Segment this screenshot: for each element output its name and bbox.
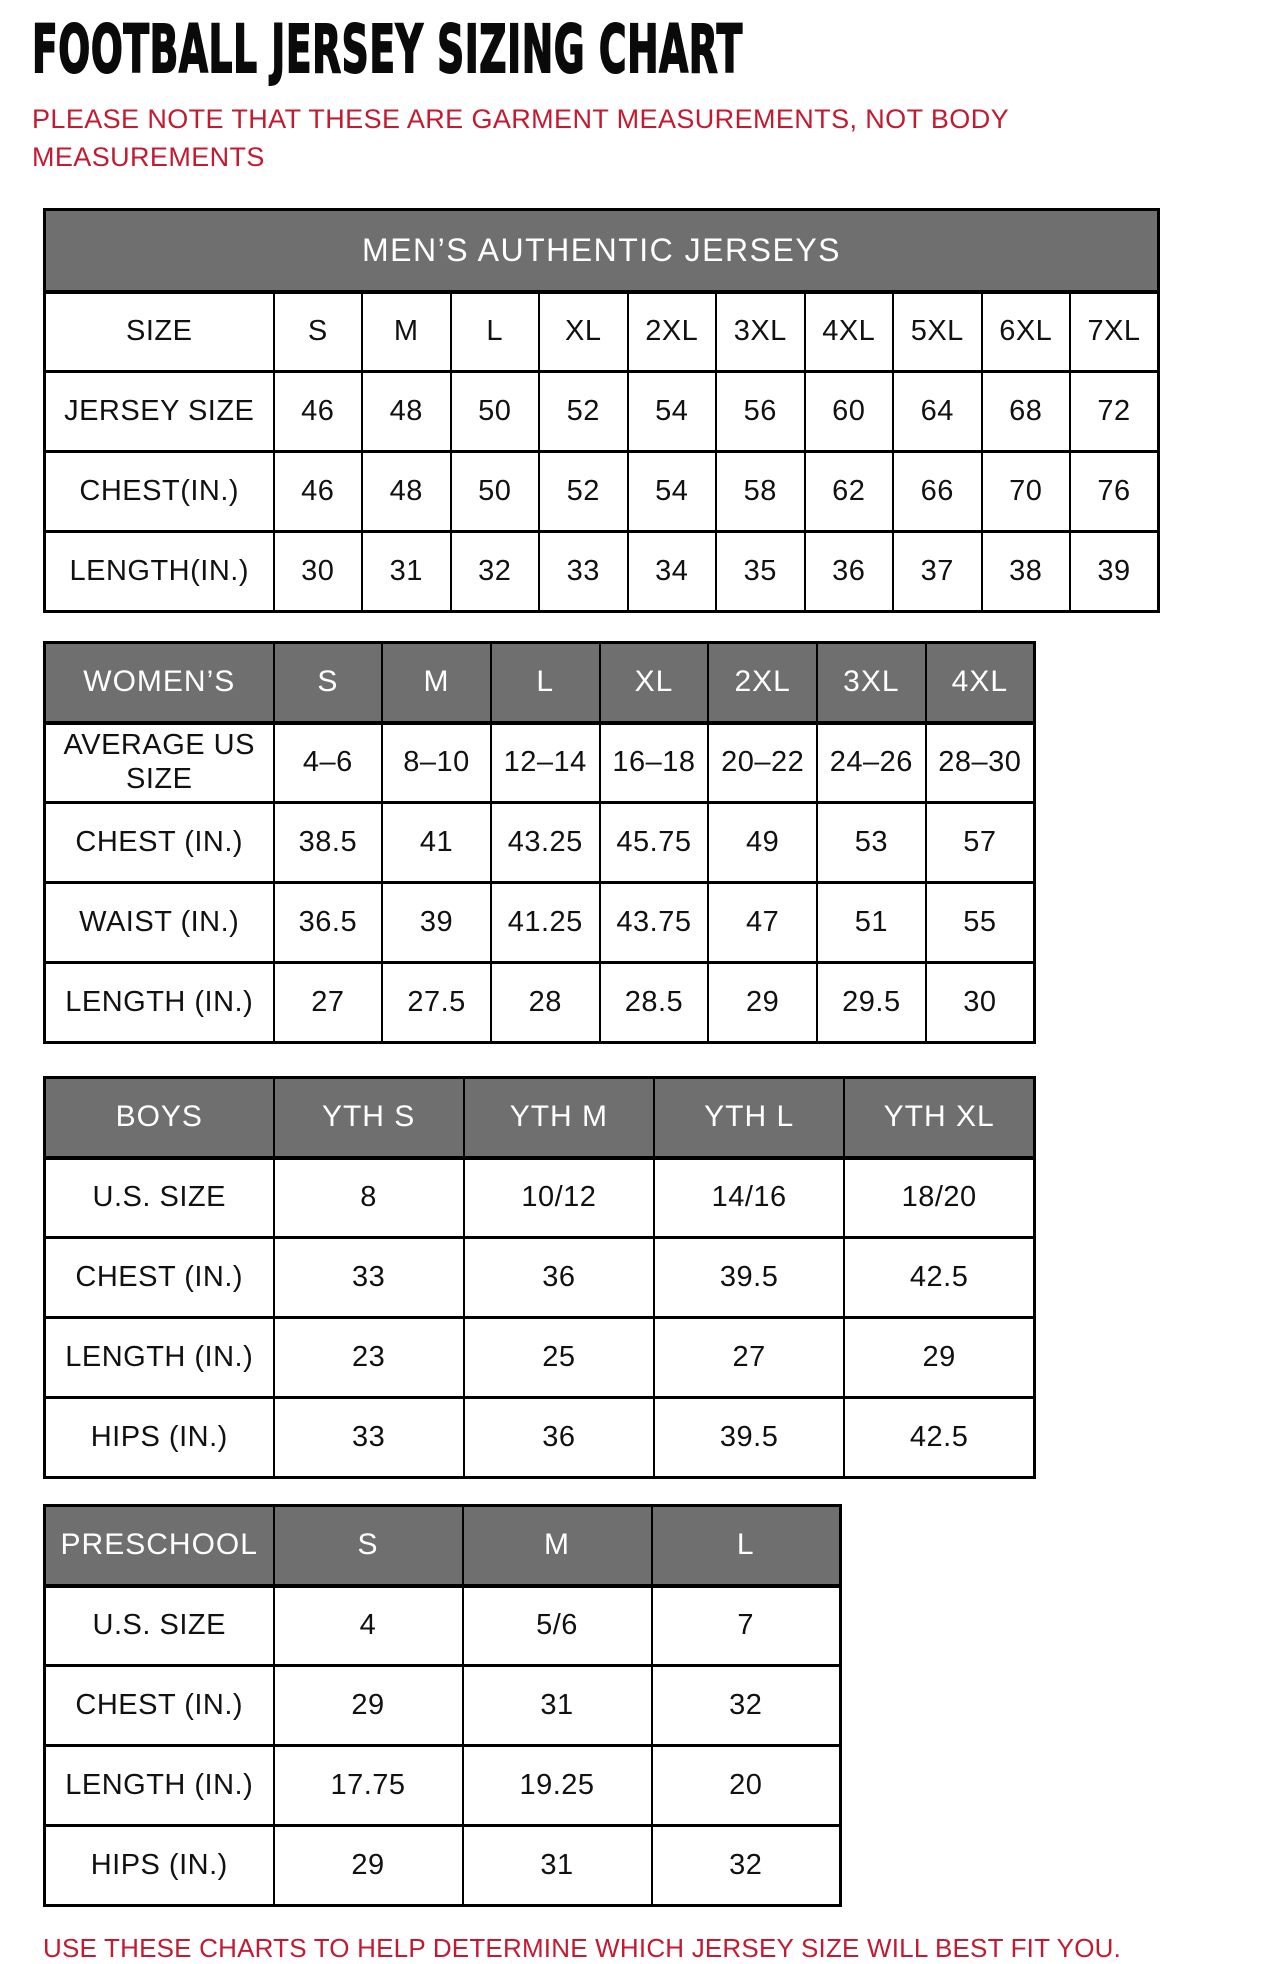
value-cell: 28 [491, 963, 600, 1043]
preschool-table [43, 1504, 842, 1907]
value-cell: 42.5 [844, 1398, 1034, 1478]
value-cell: 4 [274, 1586, 463, 1666]
value-cell: 5XL [893, 292, 982, 372]
row-label: LENGTH (IN.) [45, 1318, 274, 1398]
row-label: WAIST (IN.) [45, 883, 274, 963]
value-cell: 33 [274, 1238, 464, 1318]
value-cell: 36 [464, 1398, 654, 1478]
value-cell: 8–10 [382, 723, 491, 803]
value-cell: 42.5 [844, 1238, 1034, 1318]
value-cell: 72 [1070, 372, 1159, 452]
value-cell: 54 [628, 452, 717, 532]
boys-table [43, 1076, 1036, 1479]
value-cell: 52 [539, 452, 628, 532]
value-cell: 23 [274, 1318, 464, 1398]
value-cell: 50 [451, 372, 540, 452]
value-cell: 57 [926, 803, 1035, 883]
value-cell: 29 [708, 963, 817, 1043]
size-header-cell: L [491, 643, 600, 723]
row-label: CHEST(IN.) [45, 452, 274, 532]
value-cell: 7XL [1070, 292, 1159, 372]
value-cell: 48 [362, 452, 451, 532]
value-cell: 29.5 [817, 963, 926, 1043]
value-cell: 36 [464, 1238, 654, 1318]
size-header-cell: YTH M [464, 1078, 654, 1158]
value-cell: 55 [926, 883, 1035, 963]
value-cell: 29 [274, 1666, 463, 1746]
value-cell: 62 [805, 452, 894, 532]
value-cell: 16–18 [600, 723, 709, 803]
table-row [45, 1318, 1035, 1398]
womens-header-label: WOMEN’S [45, 643, 274, 723]
mens-banner-row [45, 210, 1159, 292]
size-header-cell: L [652, 1506, 841, 1586]
value-cell: 28.5 [600, 963, 709, 1043]
size-header-cell: YTH S [274, 1078, 464, 1158]
value-cell: 27 [654, 1318, 844, 1398]
table-row [45, 372, 1159, 452]
row-label: CHEST (IN.) [45, 803, 274, 883]
value-cell: 70 [982, 452, 1071, 532]
value-cell: 33 [274, 1398, 464, 1478]
value-cell: 32 [652, 1666, 841, 1746]
value-cell: S [274, 292, 363, 372]
page-title-text: FOOTBALL JERSEY SIZING CHART [32, 11, 743, 88]
value-cell: 31 [362, 532, 451, 612]
value-cell: 25 [464, 1318, 654, 1398]
value-cell: 64 [893, 372, 982, 452]
value-cell: 28–30 [926, 723, 1035, 803]
value-cell: 35 [716, 532, 805, 612]
value-cell: 31 [463, 1666, 652, 1746]
size-header-cell: XL [600, 643, 709, 723]
value-cell: 33 [539, 532, 628, 612]
value-cell: 12–14 [491, 723, 600, 803]
value-cell: 36 [805, 532, 894, 612]
value-cell: 4–6 [274, 723, 383, 803]
table-row [45, 292, 1159, 372]
row-label: HIPS (IN.) [45, 1398, 274, 1478]
value-cell: 41 [382, 803, 491, 883]
value-cell: 10/12 [464, 1158, 654, 1238]
table-row [45, 1238, 1035, 1318]
value-cell: 8 [274, 1158, 464, 1238]
row-label: LENGTH(IN.) [45, 532, 274, 612]
value-cell: 49 [708, 803, 817, 883]
value-cell: 20–22 [708, 723, 817, 803]
womens-header-row [45, 643, 1035, 723]
value-cell: 7 [652, 1586, 841, 1666]
value-cell: 30 [274, 532, 363, 612]
mens-table [43, 208, 1160, 613]
value-cell: 4XL [805, 292, 894, 372]
value-cell: 27.5 [382, 963, 491, 1043]
value-cell: 19.25 [463, 1746, 652, 1826]
size-header-cell: YTH XL [844, 1078, 1034, 1158]
value-cell: 41.25 [491, 883, 600, 963]
value-cell: 68 [982, 372, 1071, 452]
value-cell: 46 [274, 372, 363, 452]
row-label: LENGTH (IN.) [45, 1746, 274, 1826]
value-cell: 50 [451, 452, 540, 532]
table-row [45, 452, 1159, 532]
value-cell: 2XL [628, 292, 717, 372]
value-cell: 53 [817, 803, 926, 883]
size-header-cell: S [274, 1506, 463, 1586]
size-header-cell: S [274, 643, 383, 723]
table-row [45, 532, 1159, 612]
value-cell: 32 [451, 532, 540, 612]
value-cell: M [362, 292, 451, 372]
preschool-header-label: PRESCHOOL [45, 1506, 274, 1586]
value-cell: 76 [1070, 452, 1159, 532]
row-label: HIPS (IN.) [45, 1826, 274, 1906]
table-row [45, 1158, 1035, 1238]
size-header-cell: M [463, 1506, 652, 1586]
preschool-header-row [45, 1506, 841, 1586]
value-cell: 31 [463, 1826, 652, 1906]
garment-note: PLEASE NOTE THAT THESE ARE GARMENT MEASUREMENTS, NOT BODY MEASUREMENTS [32, 104, 1009, 172]
size-header-cell: 4XL [926, 643, 1035, 723]
table-row [45, 883, 1035, 963]
mens-banner: MEN’S AUTHENTIC JERSEYS [45, 210, 1159, 292]
value-cell: 58 [716, 452, 805, 532]
value-cell: 29 [274, 1826, 463, 1906]
row-label: JERSEY SIZE [45, 372, 274, 452]
row-label: AVERAGE US SIZE [45, 723, 274, 803]
value-cell: 43.25 [491, 803, 600, 883]
value-cell: 14/16 [654, 1158, 844, 1238]
value-cell: 39.5 [654, 1238, 844, 1318]
table-row [45, 723, 1035, 803]
value-cell: 32 [652, 1826, 841, 1906]
value-cell: 51 [817, 883, 926, 963]
value-cell: 47 [708, 883, 817, 963]
size-header-cell: 3XL [817, 643, 926, 723]
value-cell: XL [539, 292, 628, 372]
value-cell: 34 [628, 532, 717, 612]
table-row [45, 1398, 1035, 1478]
value-cell: 43.75 [600, 883, 709, 963]
value-cell: 3XL [716, 292, 805, 372]
value-cell: 17.75 [274, 1746, 463, 1826]
size-header-cell: 2XL [708, 643, 817, 723]
value-cell: 20 [652, 1746, 841, 1826]
table-row [45, 1666, 841, 1746]
value-cell: 37 [893, 532, 982, 612]
table-row [45, 1826, 841, 1906]
value-cell: 29 [844, 1318, 1034, 1398]
row-label: LENGTH (IN.) [45, 963, 274, 1043]
row-label: U.S. SIZE [45, 1586, 274, 1666]
value-cell: 66 [893, 452, 982, 532]
value-cell: 38 [982, 532, 1071, 612]
value-cell: 46 [274, 452, 363, 532]
table-row [45, 963, 1035, 1043]
value-cell: 6XL [982, 292, 1071, 372]
value-cell: 39.5 [654, 1398, 844, 1478]
value-cell: 48 [362, 372, 451, 452]
size-header-cell: M [382, 643, 491, 723]
boys-header-row [45, 1078, 1035, 1158]
table-row [45, 1586, 841, 1666]
value-cell: 38.5 [274, 803, 383, 883]
value-cell: 27 [274, 963, 383, 1043]
row-label: U.S. SIZE [45, 1158, 274, 1238]
womens-table [43, 641, 1036, 1044]
table-row [45, 1746, 841, 1826]
value-cell: 39 [1070, 532, 1159, 612]
value-cell: 56 [716, 372, 805, 452]
row-label: CHEST (IN.) [45, 1666, 274, 1746]
row-label: SIZE [45, 292, 274, 372]
table-row [45, 803, 1035, 883]
value-cell: 30 [926, 963, 1035, 1043]
value-cell: 60 [805, 372, 894, 452]
value-cell: 5/6 [463, 1586, 652, 1666]
row-label: CHEST (IN.) [45, 1238, 274, 1318]
value-cell: 36.5 [274, 883, 383, 963]
value-cell: 45.75 [600, 803, 709, 883]
size-header-cell: YTH L [654, 1078, 844, 1158]
page-title [32, 11, 1200, 88]
footer-note: USE THESE CHARTS TO HELP DETERMINE WHICH JERSEY SIZE WILL BEST FIT YOU. [43, 1933, 1122, 1963]
value-cell: L [451, 292, 540, 372]
value-cell: 52 [539, 372, 628, 452]
boys-header-label: BOYS [45, 1078, 274, 1158]
value-cell: 18/20 [844, 1158, 1034, 1238]
value-cell: 24–26 [817, 723, 926, 803]
value-cell: 39 [382, 883, 491, 963]
value-cell: 54 [628, 372, 717, 452]
